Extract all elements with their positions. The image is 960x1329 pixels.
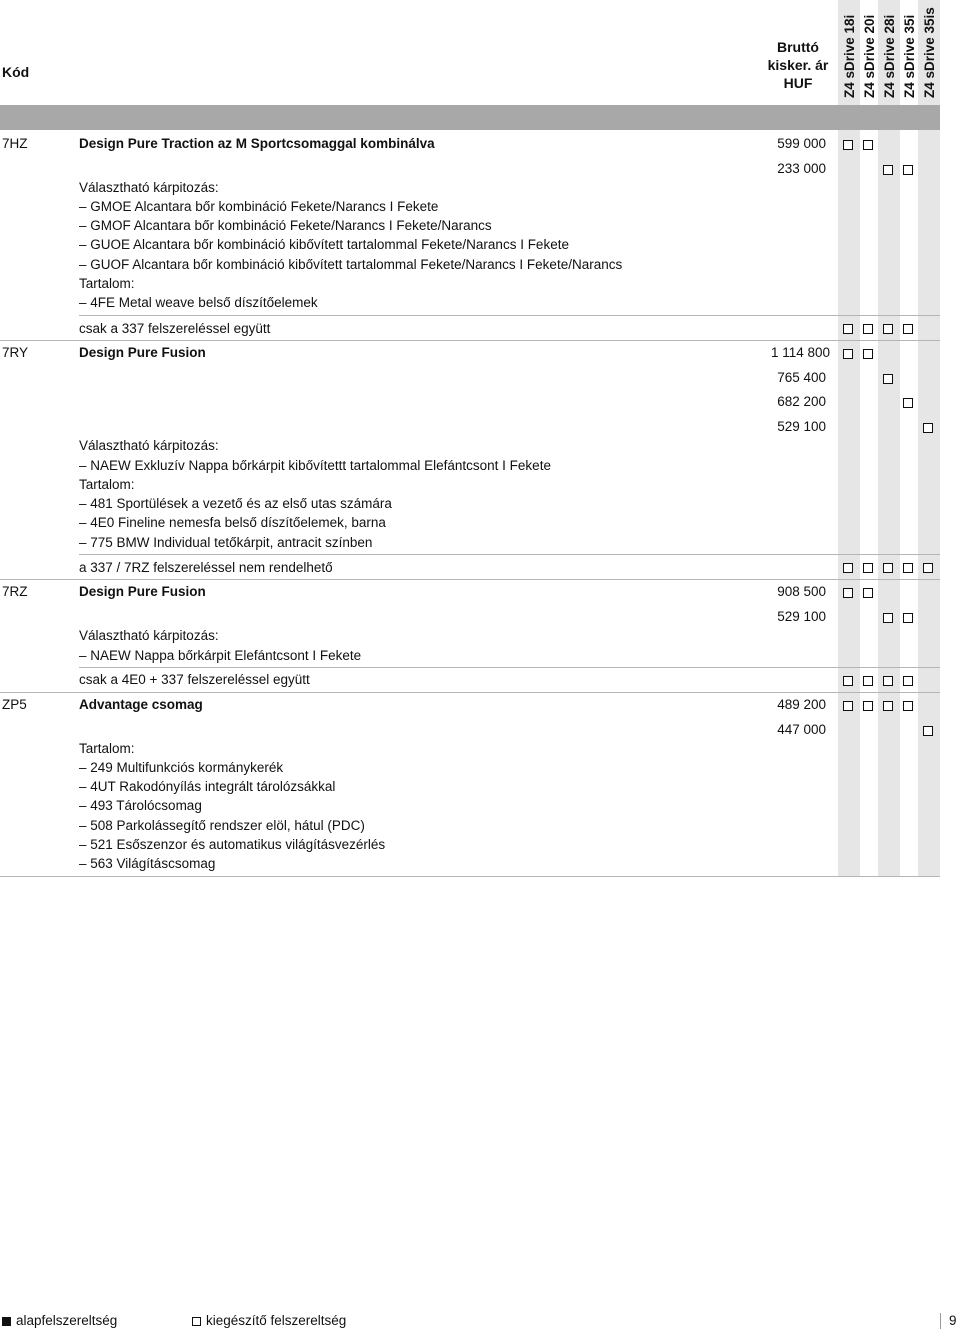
optional-equipment-marker (863, 324, 873, 334)
optional-equipment-marker (923, 423, 933, 433)
row-divider (0, 692, 940, 693)
model-header-20i: Z4 sDrive 20i (862, 14, 877, 98)
detail-line: – NAEW Nappa bőrkárpit Elefántcsont I Fekete (79, 648, 362, 663)
row-code: ZP5 (2, 697, 27, 712)
optional-equipment-marker (843, 588, 853, 598)
legend-standard (2, 1313, 117, 1328)
row-code: 7HZ (2, 136, 28, 151)
row-price: 489 200 (777, 697, 826, 712)
detail-line: – GUOF Alcantara bőr kombináció kibővített tartalommal Fekete/Narancs I Fekete/Narancs (79, 257, 623, 272)
detail-line: – 4FE Metal weave belső díszítőelemek (79, 295, 318, 310)
optional-equipment-marker (903, 324, 913, 334)
optional-equipment-marker (843, 324, 853, 334)
optional-equipment-marker (903, 398, 913, 408)
optional-equipment-marker (883, 613, 893, 623)
row-divider (0, 340, 940, 341)
row-divider (79, 667, 940, 668)
model-header-35i: Z4 sDrive 35i (902, 14, 917, 98)
row-price: 447 000 (777, 722, 826, 737)
optional-equipment-marker (903, 676, 913, 686)
column-stripe-35is (918, 0, 940, 877)
row-price: 529 100 (777, 419, 826, 434)
price-header-line-2: kisker. ár (767, 57, 829, 73)
detail-line: – NAEW Exkluzív Nappa bőrkárpit kibővítettt tartalommal Elefántcsont I Fekete (79, 458, 551, 473)
row-note: csak a 337 felszereléssel együtt (79, 321, 271, 336)
legend-standard-label: alapfelszereltség (16, 1313, 118, 1328)
optional-equipment-marker (843, 140, 853, 150)
row-price: 682 200 (777, 394, 826, 409)
detail-line: – 493 Tárolócsomag (79, 798, 202, 813)
price-column-header (750, 38, 846, 92)
row-divider (79, 554, 940, 555)
optional-equipment-marker (863, 588, 873, 598)
detail-line: Választható kárpitozás: (79, 180, 219, 195)
optional-equipment-marker (863, 676, 873, 686)
detail-line: – GUOE Alcantara bőr kombináció kibővített tartalommal Fekete/Narancs I Fekete (79, 237, 569, 252)
column-stripe-28i (878, 0, 900, 877)
optional-equipment-marker (843, 349, 853, 359)
optional-equipment-marker (923, 726, 933, 736)
optional-equipment-marker (843, 563, 853, 573)
detail-line: Tartalom: (79, 276, 135, 291)
optional-equipment-marker (863, 701, 873, 711)
optional-equipment-marker (863, 349, 873, 359)
row-price: 599 000 (777, 136, 826, 151)
optional-equipment-marker (883, 701, 893, 711)
filled-square-icon (2, 1317, 11, 1326)
detail-line: – GMOE Alcantara bőr kombináció Fekete/Narancs I Fekete (79, 199, 439, 214)
page-number (940, 1313, 957, 1329)
optional-equipment-marker (843, 701, 853, 711)
row-divider (0, 876, 940, 877)
detail-line: – 481 Sportülések a vezető és az első utas számára (79, 496, 392, 511)
detail-line: – 4E0 Fineline nemesfa belső díszítőelemek, barna (79, 515, 386, 530)
detail-line: – 508 Parkolássegítő rendszer elöl, hátul (PDC) (79, 818, 365, 833)
detail-line: – 775 BMW Individual tetőkárpit, antracit színben (79, 535, 373, 550)
optional-equipment-marker (883, 374, 893, 384)
code-column-header: Kód (2, 64, 30, 80)
optional-equipment-marker (903, 165, 913, 175)
empty-square-icon (192, 1317, 201, 1326)
detail-line: – 249 Multifunkciós kormánykerék (79, 760, 284, 775)
row-code: 7RY (2, 345, 29, 360)
detail-line: – GMOF Alcantara bőr kombináció Fekete/Narancs I Fekete/Narancs (79, 218, 492, 233)
optional-equipment-marker (883, 324, 893, 334)
optional-equipment-marker (883, 676, 893, 686)
column-stripe-18i (838, 0, 860, 877)
row-price: 765 400 (777, 370, 826, 385)
row-note: a 337 / 7RZ felszereléssel nem rendelhető (79, 560, 333, 575)
row-title: Design Pure Traction az M Sportcsomaggal kombinálva (79, 136, 435, 151)
model-header-18i: Z4 sDrive 18i (842, 14, 857, 98)
optional-equipment-marker (883, 165, 893, 175)
row-title: Advantage csomag (79, 697, 203, 712)
legend-optional (192, 1313, 346, 1328)
optional-equipment-marker (903, 613, 913, 623)
row-code: 7RZ (2, 584, 28, 599)
header-bar (0, 105, 940, 130)
row-price: 233 000 (777, 161, 826, 176)
detail-line: Választható kárpitozás: (79, 628, 219, 643)
price-header-line-3: HUF (783, 75, 813, 91)
row-price: 1 114 800 (770, 345, 830, 360)
row-divider (79, 315, 940, 316)
detail-line: Tartalom: (79, 741, 135, 756)
row-divider (0, 579, 940, 580)
row-price: 908 500 (777, 584, 826, 599)
detail-line: Választható kárpitozás: (79, 438, 219, 453)
model-header-28i: Z4 sDrive 28i (882, 14, 897, 98)
detail-line: – 521 Esőszenzor és automatikus világításvezérlés (79, 837, 386, 852)
detail-line: Tartalom: (79, 477, 135, 492)
model-header-35is: Z4 sDrive 35is (922, 7, 937, 98)
page-number-value: 9 (949, 1313, 957, 1328)
legend-optional-label: kiegészítő felszereltség (206, 1313, 347, 1328)
optional-equipment-marker (903, 701, 913, 711)
price-header-line-1: Bruttó (777, 39, 819, 55)
optional-equipment-marker (923, 563, 933, 573)
optional-equipment-marker (863, 563, 873, 573)
detail-line: – 4UT Rakodónyílás integrált tárolózsákkal (79, 779, 336, 794)
row-title: Design Pure Fusion (79, 345, 206, 360)
optional-equipment-marker (883, 563, 893, 573)
optional-equipment-marker (903, 563, 913, 573)
row-note: csak a 4E0 + 337 felszereléssel együtt (79, 672, 310, 687)
optional-equipment-marker (863, 140, 873, 150)
row-title: Design Pure Fusion (79, 584, 206, 599)
row-price: 529 100 (777, 609, 826, 624)
detail-line: – 563 Világításcsomag (79, 856, 216, 871)
optional-equipment-marker (843, 676, 853, 686)
